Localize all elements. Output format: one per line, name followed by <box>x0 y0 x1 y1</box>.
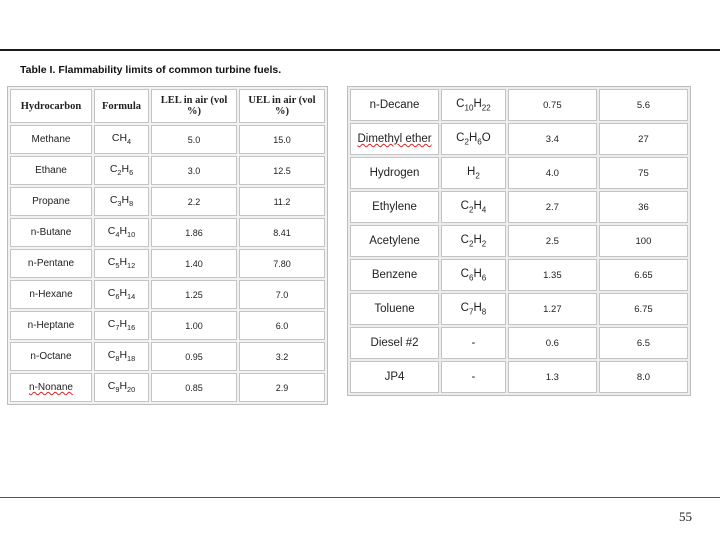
lel-cell: 5.0 <box>151 125 237 154</box>
hydrocarbon-name: n-Butane <box>30 227 72 238</box>
table-row <box>10 373 325 402</box>
hydrocarbon-name: Propane <box>32 196 70 207</box>
lel-cell: 1.40 <box>151 249 237 278</box>
table-row <box>10 311 325 340</box>
formula-cell: $H_2$ <box>441 157 506 189</box>
hydrocarbon-name-cell <box>10 373 92 402</box>
table-row <box>10 125 325 154</box>
hydrocarbon-name: Ethane <box>35 165 67 176</box>
formula-cell: $C_9H_{20}$ <box>94 373 149 402</box>
table-header-row <box>10 89 325 123</box>
table-row <box>350 89 688 121</box>
formula-cell: $CH_4$ <box>94 125 149 154</box>
hydrocarbon-name: Ethylene <box>372 201 417 213</box>
hydrocarbon-name: Benzene <box>371 269 418 281</box>
hydrocarbon-name-cell <box>350 327 439 359</box>
hydrocarbon-name-cell <box>10 342 92 371</box>
table-row <box>10 156 325 185</box>
table-row <box>350 327 688 359</box>
uel-cell: 5.6 <box>599 89 688 121</box>
formula-cell: $C_3H_8$ <box>94 187 149 216</box>
hydrocarbon-name: JP4 <box>384 371 405 383</box>
hydrocarbon-name: Acetylene <box>369 235 420 247</box>
hydrocarbon-name-cell <box>350 293 439 325</box>
bottom-rule <box>0 497 720 498</box>
lel-cell: 3.4 <box>508 123 597 155</box>
hydrocarbon-name-cell <box>10 187 92 216</box>
hydrocarbon-name-cell <box>350 259 439 291</box>
uel-cell: 27 <box>599 123 688 155</box>
table-row <box>350 259 688 291</box>
formula-cell: $C_{10}H_{22}$ <box>441 89 506 121</box>
hydrocarbon-name: n-Decane <box>369 99 420 111</box>
uel-cell: 15.0 <box>239 125 325 154</box>
lel-cell: 0.95 <box>151 342 237 371</box>
hydrocarbon-name: Methane <box>31 134 71 145</box>
table-row <box>10 249 325 278</box>
lel-cell: 3.0 <box>151 156 237 185</box>
table-row <box>350 123 688 155</box>
hydrocarbon-name-cell <box>350 89 439 121</box>
hydrocarbon-name: n-Octane <box>30 351 72 362</box>
uel-cell: 6.75 <box>599 293 688 325</box>
uel-cell: 12.5 <box>239 156 325 185</box>
uel-cell: 6.65 <box>599 259 688 291</box>
table-row <box>350 191 688 223</box>
uel-cell: 7.0 <box>239 280 325 309</box>
formula-cell: $C_6H_{14}$ <box>94 280 149 309</box>
hydrocarbon-name-cell <box>10 218 92 247</box>
lel-cell: 0.85 <box>151 373 237 402</box>
lel-cell: 1.35 <box>508 259 597 291</box>
lel-cell: 2.2 <box>151 187 237 216</box>
hydrocarbon-name: Diesel #2 <box>370 337 419 349</box>
uel-cell: 6.0 <box>239 311 325 340</box>
uel-cell: 75 <box>599 157 688 189</box>
table-row <box>350 293 688 325</box>
lel-cell: 0.75 <box>508 89 597 121</box>
uel-cell: 2.9 <box>239 373 325 402</box>
table-row <box>350 225 688 257</box>
lel-cell: 0.6 <box>508 327 597 359</box>
hydrocarbon-name-cell <box>350 361 439 393</box>
top-rule <box>0 49 720 51</box>
hydrocarbon-name-cell <box>10 311 92 340</box>
lel-cell: 1.00 <box>151 311 237 340</box>
uel-cell: 8.41 <box>239 218 325 247</box>
formula-cell: - <box>441 327 506 359</box>
formula-cell: $C_7H_8$ <box>441 293 506 325</box>
header-formula: Formula <box>94 89 149 123</box>
lel-cell: 1.25 <box>151 280 237 309</box>
lel-cell: 2.5 <box>508 225 597 257</box>
formula-cell: $C_2H_4$ <box>441 191 506 223</box>
hydrocarbon-name-cell <box>10 280 92 309</box>
formula-cell: $C_6H_6$ <box>441 259 506 291</box>
hydrocarbon-name: Dimethyl ether <box>357 133 432 145</box>
formula-cell: $C_5H_{12}$ <box>94 249 149 278</box>
table-row <box>10 187 325 216</box>
table-row <box>10 280 325 309</box>
hydrocarbon-name-cell <box>10 125 92 154</box>
uel-cell: 8.0 <box>599 361 688 393</box>
hydrocarbon-name-cell <box>350 191 439 223</box>
formula-cell: - <box>441 361 506 393</box>
formula-cell: $C_7H_{16}$ <box>94 311 149 340</box>
hydrocarbon-name: n-Hexane <box>29 289 73 300</box>
header-uel: UEL in air (vol %) <box>239 89 325 123</box>
formula-cell: $C_8H_{18}$ <box>94 342 149 371</box>
hydrocarbon-name-cell <box>10 156 92 185</box>
lel-cell: 4.0 <box>508 157 597 189</box>
formula-cell: $C_2H_6$ <box>94 156 149 185</box>
table-caption: Table I. Flammability limits of common turbine fuels. <box>20 64 282 76</box>
lel-cell: 1.27 <box>508 293 597 325</box>
table-row <box>10 218 325 247</box>
formula-cell: $C_2H_2$ <box>441 225 506 257</box>
hydrocarbon-name-cell <box>350 225 439 257</box>
hydrocarbon-name: Toluene <box>374 303 415 315</box>
header-hydrocarbon: Hydrocarbon <box>10 89 92 123</box>
hydrocarbon-name-cell <box>350 157 439 189</box>
hydrocarbon-name: n-Heptane <box>27 320 75 331</box>
hydrocarbon-name-cell <box>10 249 92 278</box>
uel-cell: 3.2 <box>239 342 325 371</box>
uel-cell: 6.5 <box>599 327 688 359</box>
uel-cell: 100 <box>599 225 688 257</box>
flammability-table-left <box>7 86 328 405</box>
hydrocarbon-name: n-Nonane <box>29 382 73 393</box>
uel-cell: 11.2 <box>239 187 325 216</box>
uel-cell: 36 <box>599 191 688 223</box>
uel-cell: 7.80 <box>239 249 325 278</box>
formula-cell: $C_4H_{10}$ <box>94 218 149 247</box>
lel-cell: 1.3 <box>508 361 597 393</box>
lel-cell: 2.7 <box>508 191 597 223</box>
hydrocarbon-name: n-Pentane <box>27 258 75 269</box>
lel-cell: 1.86 <box>151 218 237 247</box>
hydrocarbon-name-cell <box>350 123 439 155</box>
table-row <box>350 361 688 393</box>
table-row <box>350 157 688 189</box>
header-lel: LEL in air (vol %) <box>151 89 237 123</box>
table-row <box>10 342 325 371</box>
hydrocarbon-name: Hydrogen <box>369 167 420 179</box>
page-number: 55 <box>679 509 692 524</box>
formula-cell: $C_2H_6O$ <box>441 123 506 155</box>
flammability-table-right <box>347 86 691 396</box>
